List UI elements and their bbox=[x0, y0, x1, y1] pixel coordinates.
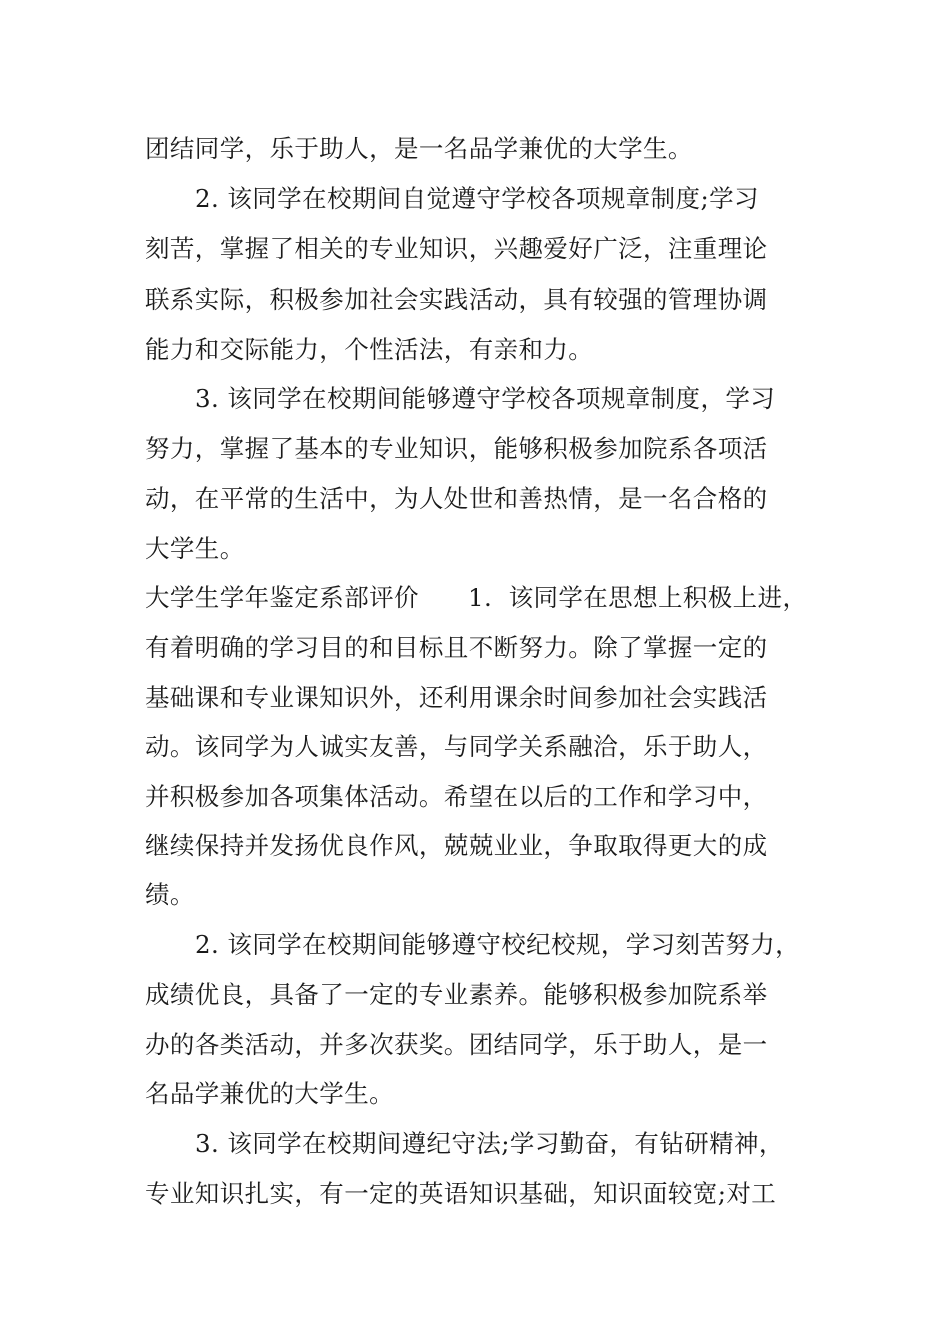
text-line: 团结同学，乐于助人，是一名品学兼优的大学生。 bbox=[145, 134, 693, 163]
text-line: 绩。 bbox=[145, 880, 195, 909]
text-line: 并积极参加各项集体活动。希望在以后的工作和学习中， bbox=[145, 782, 768, 811]
text-line: 能力和交际能力，个性活法，有亲和力。 bbox=[145, 335, 594, 364]
text-line: 3. 该同学在校期间能够遵守学校各项规章制度，学习 bbox=[195, 384, 776, 413]
text-line: 成绩优良，具备了一定的专业素养。能够积极参加院系举 bbox=[145, 980, 768, 1009]
text-line: 办的各类活动，并多次获奖。团结同学，乐于助人，是一 bbox=[145, 1030, 768, 1059]
text-line: 有着明确的学习目的和目标且不断努力。除了掌握一定的 bbox=[145, 633, 768, 662]
text-line: 刻苦，掌握了相关的专业知识，兴趣爱好广泛，注重理论 bbox=[145, 234, 768, 263]
text-line: 联系实际，积极参加社会实践活动，具有较强的管理协调 bbox=[145, 285, 768, 314]
text-line: 名品学兼优的大学生。 bbox=[145, 1079, 394, 1108]
text-line: 努力，掌握了基本的专业知识，能够积极参加院系各项活 bbox=[145, 434, 768, 463]
text-line: 继续保持并发扬优良作风，兢兢业业，争取取得更大的成 bbox=[145, 831, 768, 860]
text-line: 大学生。 bbox=[145, 534, 245, 563]
text-line: 动。该同学为人诚实友善，与同学关系融洽，乐于助人， bbox=[145, 732, 768, 761]
text-line: 2. 该同学在校期间自觉遵守学校各项规章制度;学习 bbox=[195, 184, 759, 213]
text-line: 动，在平常的生活中，为人处世和善热情，是一名合格的 bbox=[145, 484, 768, 513]
text-line: 2. 该同学在校期间能够遵守校纪校规，学习刻苦努力， bbox=[195, 930, 801, 959]
text-line: 大学生学年鉴定系部评价 1. 该同学在思想上积极上进， bbox=[145, 583, 808, 612]
text-line: 专业知识扎实，有一定的英语知识基础，知识面较宽;对工 bbox=[145, 1179, 777, 1208]
text-line: 基础课和专业课知识外，还利用课余时间参加社会实践活 bbox=[145, 683, 768, 712]
text-line: 3. 该同学在校期间遵纪守法;学习勤奋，有钻研精神， bbox=[195, 1129, 784, 1158]
